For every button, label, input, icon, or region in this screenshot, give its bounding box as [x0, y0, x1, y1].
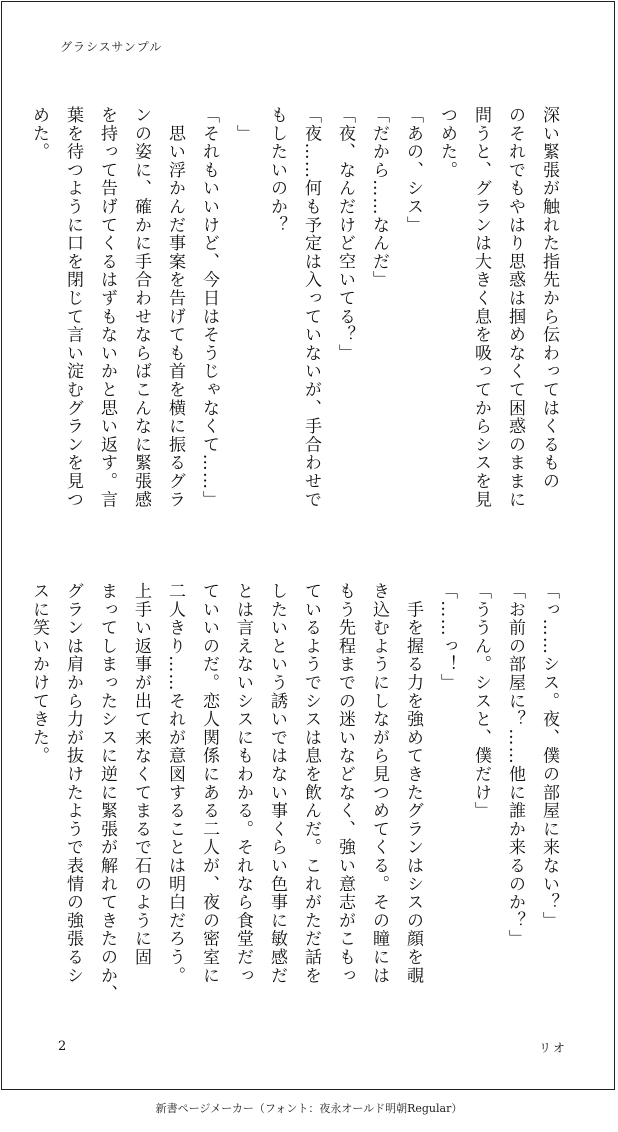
running-title: グラシスサンプル: [60, 40, 163, 54]
book-page: [1, 1, 615, 1090]
text-block-bottom: 「っ……シス。夜、僕の部屋に来ない？」 「お前の部屋に？……他に誰か来るのか？」 「ううん。シスと、僕だけ」 「……っ！」 手を握る力を強めてきたグランはシスの顔を覗 き込むようにしながら見つめてくる。その瞳には もう先程までの迷いなどなく、強い意志がこもっ ているようでシスは息を飲んだ。これがただ話を したいという誘いではない事くらい色事に敏感だ とは言えないシスにもわかる。それなら食堂だっ ていいのだ。恋人関係にある二人が、夜の密室に 二人きり……それが意図することは明白だろう。 上手い返事が出て来なくてまるで石のように固 まってしまったシスに逆に緊張が解れてきたのか、 グランは肩から力が抜けたようで表情の強張るシ スに笑いかけてきた。: [29, 582, 559, 1003]
generator-credit: 新書ページメーカー（フォント：夜永オールド明朝Regular）: [155, 1102, 463, 1115]
author-name: リオ: [539, 1041, 567, 1055]
text-block-top: 深い緊張が触れた指先から伝わってはくるもの のそれでもやはり思惑は掴めなくて困惑のままに 問うと、グランは大きく息を吸ってからシスを見 つめた。 「あの、シス」 「だから……なんだ」 「夜、なんだけど空いてる？」 「夜……何も予定は入っていないが、手合わせで もしたいのか？ 」 「それもいいけど、今日はそうじゃなくて……」 思い浮かんだ事案を告げても首を横に振るグラ ンの姿に、確かに手合わせならばこんなに緊張感 を持って告げてくるはずもないかと思い返す。言 葉を待つように口を閉じて言い淀むグランを見つ めた。: [29, 106, 559, 509]
page-number: 2: [58, 1039, 67, 1054]
